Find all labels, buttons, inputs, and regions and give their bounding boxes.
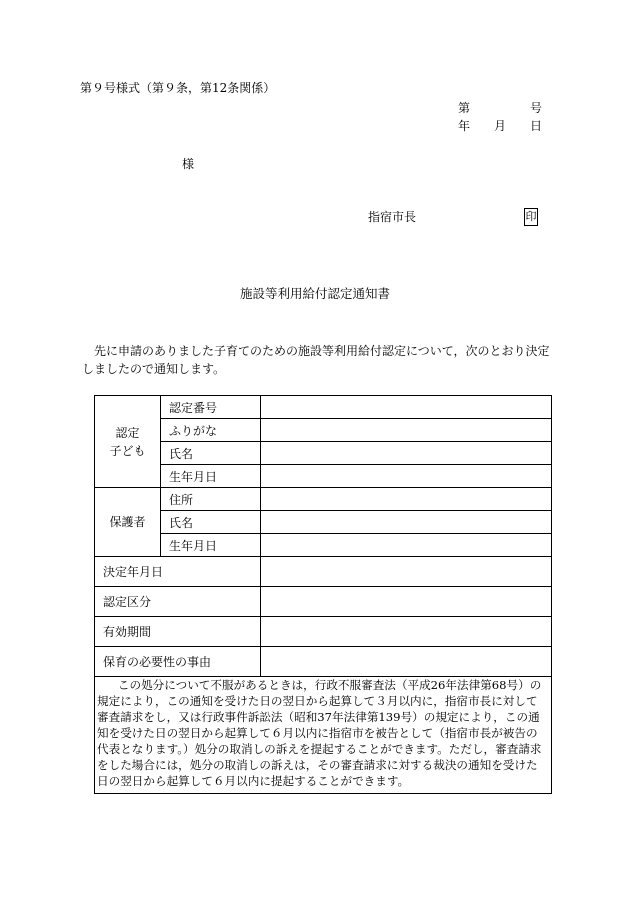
form-number-label: 第９号様式（第９条，第12条関係） xyxy=(80,81,276,95)
guardian-group-label: 保護者 xyxy=(95,488,161,557)
row-label: 氏名 xyxy=(161,442,261,465)
document-title: 施設等利用給付認定通知書 xyxy=(239,286,390,301)
date-month-label: 月 xyxy=(494,119,507,133)
certification-category-field[interactable] xyxy=(261,587,552,617)
table-row xyxy=(95,677,552,794)
guardian-name-field[interactable] xyxy=(261,511,552,534)
table-row xyxy=(95,617,552,647)
row-label: 保育の必要性の事由 xyxy=(95,647,261,677)
guardian-address-field[interactable] xyxy=(261,488,552,511)
table-row xyxy=(95,587,552,617)
table-row xyxy=(95,442,552,465)
child-name-field[interactable] xyxy=(261,442,552,465)
row-label: 氏名 xyxy=(161,511,261,534)
date-year-label: 年 xyxy=(458,119,471,133)
table-row xyxy=(95,511,552,534)
validity-period-field[interactable] xyxy=(261,617,552,647)
issue-number-suffix: 号 xyxy=(530,101,543,115)
child-group-label: 認定 子ども xyxy=(95,396,161,488)
table-row xyxy=(95,465,552,488)
issuer-name: 指宿市長 xyxy=(368,210,417,224)
row-label: 決定年月日 xyxy=(95,557,261,587)
row-label: ふりがな xyxy=(161,419,261,442)
furigana-field[interactable] xyxy=(261,419,552,442)
date-day-label: 日 xyxy=(530,119,543,133)
row-label: 生年月日 xyxy=(161,534,261,557)
child-birthdate-field[interactable] xyxy=(261,465,552,488)
seal-stamp: 印 xyxy=(524,208,538,226)
row-label: 住所 xyxy=(161,488,261,511)
table-row xyxy=(95,557,552,587)
table-row xyxy=(95,534,552,557)
intro-paragraph: 先に申請のありました子育てのための施設等利用給付認定について，次のとおり決定しましたので通知します。 xyxy=(82,344,550,376)
guardian-birthdate-field[interactable] xyxy=(261,534,552,557)
appeal-notice: この処分について不服があるときは，行政不服審査法（平成26年法律第68号）の規定により，この通知を受けた日の翌日から起算して３月以内に，指宿市長に対して審査請求をし，又は行政事件訴訟法（昭和37年法律第139号）の規定により，この通知を受けた日の翌日から起算して６月以内に指宿市を被告として（指宿市長が被告の代表となります。）処分の取消しの訴えを提起することができます。ただし，審査請求をした場合には，処分の取消しの訴えは，その審査請求に対する裁決の通知を受けた日の翌日から起算して６月以内に提起することができます。 xyxy=(95,677,552,794)
issue-number-prefix: 第 xyxy=(458,101,471,115)
table-row xyxy=(95,396,552,419)
row-label: 認定番号 xyxy=(161,396,261,419)
table-row xyxy=(95,488,552,511)
childcare-necessity-reason-field[interactable] xyxy=(261,647,552,677)
table-row xyxy=(95,419,552,442)
certification-number-field[interactable] xyxy=(261,396,552,419)
row-label: 有効期間 xyxy=(95,617,261,647)
table-row xyxy=(95,647,552,677)
addressee-suffix: 様 xyxy=(182,157,195,171)
certification-table xyxy=(94,395,552,794)
row-label: 生年月日 xyxy=(161,465,261,488)
decision-date-field[interactable] xyxy=(261,557,552,587)
row-label: 認定区分 xyxy=(95,587,261,617)
